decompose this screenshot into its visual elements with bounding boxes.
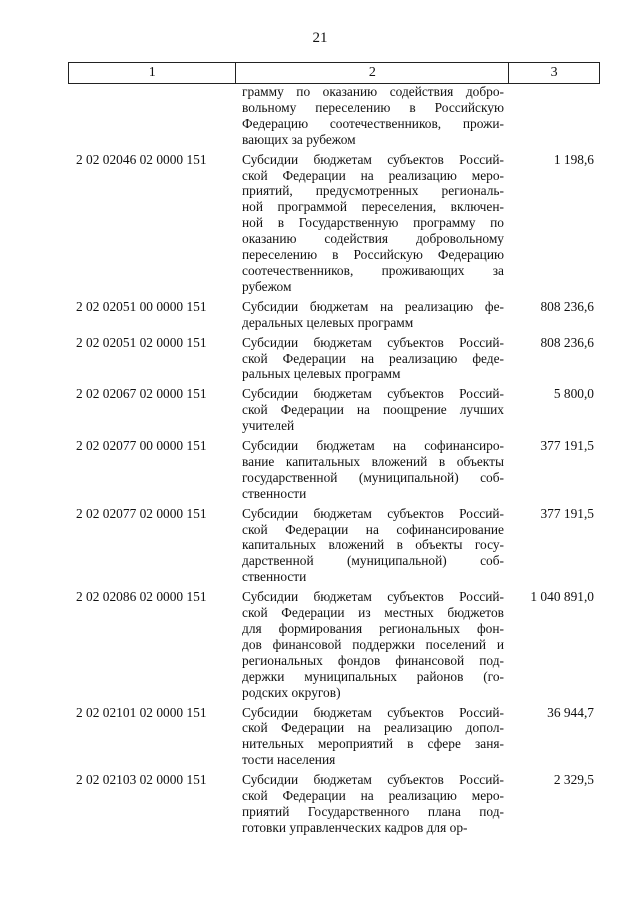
row-amount: 377 191,5: [540, 505, 594, 521]
description-line: грамму по оказанию содействия добро-: [242, 84, 504, 99]
row-code: 2 02 02103 02 0000 151: [76, 772, 207, 788]
description-line: ной программой переселения, включен-: [242, 199, 504, 215]
row-code: 2 02 02077 02 0000 151: [76, 505, 207, 521]
row-amount: 377 191,5: [540, 438, 594, 454]
row-code: [68, 84, 236, 148]
table-row: [68, 299, 600, 331]
row-description: [236, 705, 510, 769]
header-col-1: 1: [69, 63, 236, 83]
table-header-row: [68, 62, 600, 84]
table-row: [68, 772, 600, 836]
description-line: капитальных вложений в объекты госу-: [242, 537, 504, 553]
description-line: ральных целевых программ: [242, 366, 401, 382]
description-line: ской Федерации на поощрение лучших: [242, 402, 504, 418]
description-line: ской Федерации на реализацию феде-: [242, 350, 504, 366]
description-line: дарственной (муниципальной) соб-: [242, 553, 504, 569]
row-code: 2 02 02101 02 0000 151: [76, 704, 207, 720]
table-row: [68, 705, 600, 769]
row-description: [236, 438, 510, 502]
description-line: Субсидии бюджетам субъектов Россий-: [242, 505, 504, 521]
row-amount: 808 236,6: [540, 298, 594, 314]
description-line: Субсидии бюджетам субъектов Россий-: [242, 704, 504, 720]
row-description: [236, 335, 510, 383]
description-line: Субсидии бюджетам субъектов Россий-: [242, 386, 504, 402]
budget-table: [68, 62, 600, 836]
row-code: 2 02 02046 02 0000 151: [76, 151, 207, 167]
description-line: рубежом: [242, 278, 292, 294]
description-line: для формирования региональных фон-: [242, 621, 504, 636]
row-amount: 1 040 891,0: [530, 589, 594, 605]
description-line: Федерацию соотечественников, прожи-: [242, 115, 504, 131]
description-line: деральных целевых программ: [242, 314, 414, 330]
description-line: держки муниципальных районов (го-: [242, 668, 504, 684]
row-amount: 36 944,7: [547, 704, 594, 720]
description-line: учителей: [242, 418, 295, 434]
description-line: приятий, предусмотренных региональ-: [242, 183, 504, 199]
description-line: нительных мероприятий в сфере заня-: [242, 736, 504, 752]
description-line: переселению в Российскую Федерацию: [242, 247, 504, 263]
table-row: [68, 152, 600, 295]
description-line: дов финансовой поддержки поселений и: [242, 636, 504, 652]
description-line: ской Федерации на реализацию допол-: [242, 720, 504, 736]
table-row: [68, 335, 600, 383]
description-line: ской Федерации из местных бюджетов: [242, 605, 504, 621]
description-line: ственности: [242, 485, 307, 501]
description-line: региональных фондов финансовой под-: [242, 652, 504, 668]
description-line: готовки управленческих кадров для ор-: [242, 819, 468, 835]
description-line: ственности: [242, 569, 307, 585]
table-body: [68, 84, 600, 836]
table-row: [68, 506, 600, 586]
table-row: [68, 589, 600, 700]
row-amount: 5 800,0: [553, 386, 594, 402]
page-number: 21: [312, 30, 328, 46]
description-line: ской Федерации на реализацию меро-: [242, 167, 504, 183]
header-col-3: 3: [550, 65, 558, 80]
row-code: 2 02 02086 02 0000 151: [76, 589, 207, 605]
description-line: Субсидии бюджетам субъектов Россий-: [242, 589, 504, 605]
header-col-2: 2: [236, 63, 509, 83]
description-line: ской Федерации на реализацию меро-: [242, 788, 504, 804]
description-line: ной в Государственную программу по: [242, 215, 504, 231]
row-amount: [510, 84, 600, 148]
row-description: [236, 589, 510, 700]
description-line: Субсидии бюджетам субъектов Россий-: [242, 334, 504, 350]
description-line: вание капитальных вложений в объекты: [242, 453, 504, 469]
row-description: [236, 506, 510, 586]
row-code: 2 02 02051 02 0000 151: [76, 334, 207, 350]
description-line: вающих за рубежом: [242, 131, 356, 147]
description-line: Субсидии бюджетам на реализацию фе-: [242, 298, 504, 314]
description-line: родских округов): [242, 684, 341, 700]
row-description: [236, 772, 510, 836]
description-line: государственной (муниципальной) соб-: [242, 469, 504, 485]
description-line: соотечественников, проживающих за: [242, 262, 504, 278]
table-row: [68, 84, 600, 148]
row-code: 2 02 02051 00 0000 151: [76, 298, 207, 314]
description-line: Субсидии бюджетам субъектов Россий-: [242, 772, 504, 788]
row-amount: 1 198,6: [553, 151, 594, 167]
description-line: вольному переселению в Российскую: [242, 99, 504, 115]
row-description: [236, 152, 510, 295]
table-row: [68, 438, 600, 502]
description-line: ской Федерации на софинансирование: [242, 521, 504, 537]
description-line: тости населения: [242, 752, 336, 768]
row-description: [236, 299, 510, 331]
description-line: приятий Государственного плана под-: [242, 803, 504, 819]
row-description: [236, 386, 510, 434]
row-code: 2 02 02077 00 0000 151: [76, 438, 207, 454]
row-amount: 2 329,5: [553, 772, 594, 788]
row-amount: 808 236,6: [540, 334, 594, 350]
description-line: Субсидии бюджетам субъектов Россий-: [242, 151, 504, 167]
description-line: оказанию содействия добровольному: [242, 231, 504, 247]
row-description: [236, 84, 510, 148]
description-line: Субсидии бюджетам на софинансиро-: [242, 438, 504, 454]
table-row: [68, 386, 600, 434]
row-code: 2 02 02067 02 0000 151: [76, 386, 207, 402]
